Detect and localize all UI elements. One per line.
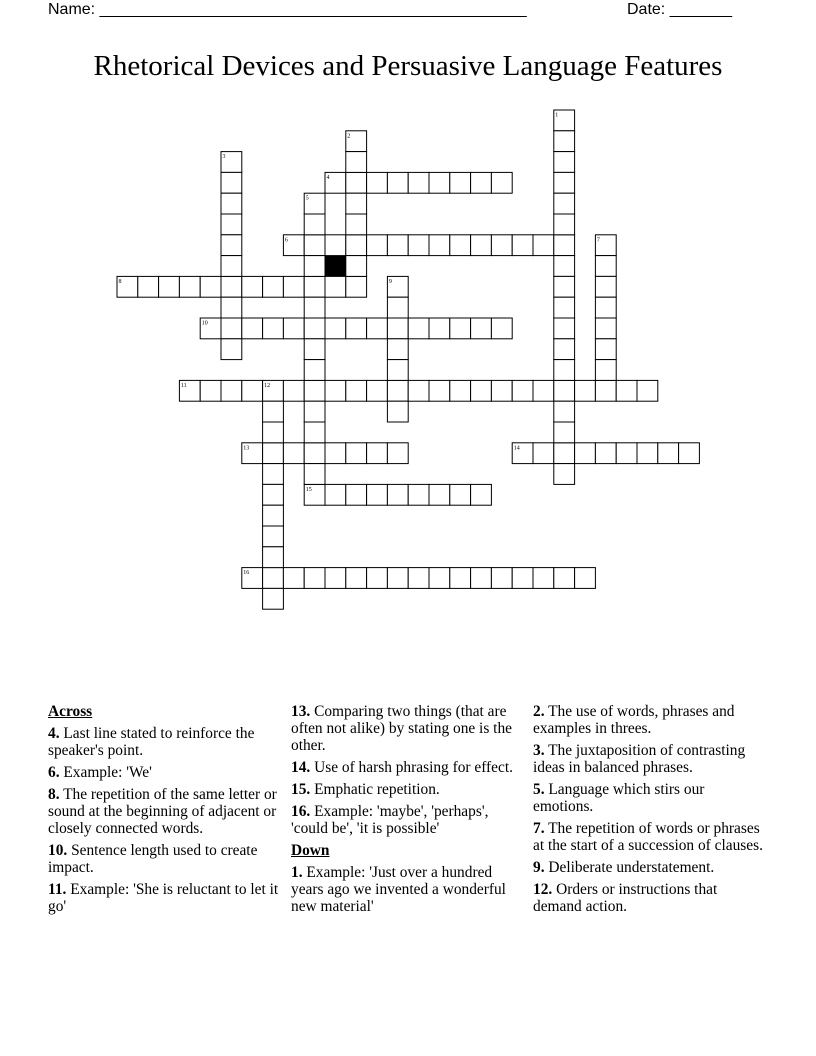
grid-cell[interactable] xyxy=(283,380,304,401)
clue-number: 4. xyxy=(48,725,60,742)
grid-cell[interactable] xyxy=(221,172,242,193)
grid-cell[interactable] xyxy=(554,464,575,485)
grid-cell[interactable] xyxy=(512,235,533,256)
clue-number: 13. xyxy=(291,703,311,720)
grid-cell[interactable] xyxy=(387,380,408,401)
grid-cell[interactable] xyxy=(408,318,429,339)
clues-column-1 xyxy=(48,703,280,920)
grid-cell[interactable] xyxy=(408,380,429,401)
grid-cell[interactable] xyxy=(263,547,284,568)
grid-cell[interactable] xyxy=(263,464,284,485)
grid-cell[interactable] xyxy=(263,568,284,589)
grid-cell[interactable] xyxy=(554,443,575,464)
grid-cell[interactable] xyxy=(325,276,346,297)
grid-cell[interactable] xyxy=(304,401,325,422)
grid-cell[interactable] xyxy=(595,339,616,360)
grid-cell[interactable] xyxy=(512,380,533,401)
across-clue-list-cont xyxy=(291,703,523,837)
name-field-label: Name: ________________________________________________ xyxy=(48,1,527,18)
across-clue-list xyxy=(48,725,280,915)
grid-cell[interactable] xyxy=(304,276,325,297)
clue-number: 12. xyxy=(533,881,553,898)
grid-cell[interactable] xyxy=(242,318,263,339)
clue-text: The juxtaposition of contrasting ideas in balanced phrases. xyxy=(533,742,746,776)
grid-cell[interactable] xyxy=(471,568,492,589)
grid-cell[interactable] xyxy=(263,276,284,297)
grid-cell[interactable] xyxy=(616,443,637,464)
clue-number: 7. xyxy=(533,820,545,837)
grid-cell[interactable] xyxy=(387,297,408,318)
grid-cell[interactable] xyxy=(200,380,221,401)
clues-column-2 xyxy=(291,703,523,920)
grid-clue-number-8: 8 xyxy=(118,278,122,285)
grid-cell[interactable] xyxy=(283,443,304,464)
grid-cell[interactable] xyxy=(595,380,616,401)
grid-cell[interactable] xyxy=(283,568,304,589)
grid-cell[interactable] xyxy=(304,297,325,318)
grid-cell[interactable] xyxy=(367,484,388,505)
grid-cell[interactable] xyxy=(387,235,408,256)
grid-cell[interactable] xyxy=(367,380,388,401)
grid-cell[interactable] xyxy=(491,568,512,589)
grid-cell[interactable] xyxy=(387,360,408,381)
clue-number: 8. xyxy=(48,786,60,803)
grid-cell[interactable] xyxy=(429,380,450,401)
grid-cell[interactable] xyxy=(554,297,575,318)
clue-across-clues-col2-1 xyxy=(291,759,523,776)
grid-cell[interactable] xyxy=(221,318,242,339)
grid-cell[interactable] xyxy=(595,276,616,297)
grid-cell[interactable] xyxy=(471,172,492,193)
grid-cell[interactable] xyxy=(387,401,408,422)
grid-cell[interactable] xyxy=(491,318,512,339)
grid-cell[interactable] xyxy=(221,276,242,297)
grid-cell[interactable] xyxy=(595,297,616,318)
grid-cell[interactable] xyxy=(304,380,325,401)
grid-cell[interactable] xyxy=(221,297,242,318)
grid-clue-number-14: 14 xyxy=(513,445,520,452)
clue-number: 2. xyxy=(533,703,545,720)
grid-cell[interactable] xyxy=(325,484,346,505)
grid-cell[interactable] xyxy=(554,568,575,589)
clue-text: Use of harsh phrasing for effect. xyxy=(310,759,513,776)
grid-cell[interactable] xyxy=(595,443,616,464)
down-clue-list-cont xyxy=(533,703,765,915)
grid-cell[interactable] xyxy=(533,443,554,464)
grid-cell[interactable] xyxy=(325,568,346,589)
grid-cell[interactable] xyxy=(242,380,263,401)
grid-cell[interactable] xyxy=(491,380,512,401)
grid-cell[interactable] xyxy=(533,568,554,589)
grid-cell[interactable] xyxy=(325,318,346,339)
grid-cell[interactable] xyxy=(637,443,658,464)
grid-cell[interactable] xyxy=(304,464,325,485)
grid-cell[interactable] xyxy=(387,568,408,589)
clue-across-clues-col1-4 xyxy=(48,881,280,915)
clue-down-clues-col3-1 xyxy=(533,742,765,776)
clue-text: Comparing two things (that are often not alike) by stating one is the other. xyxy=(291,703,512,754)
grid-cell[interactable] xyxy=(387,172,408,193)
grid-cell[interactable] xyxy=(679,443,700,464)
grid-cell[interactable] xyxy=(554,152,575,173)
grid-cell[interactable] xyxy=(346,214,367,235)
grid-cell[interactable] xyxy=(242,276,263,297)
grid-cell[interactable] xyxy=(554,256,575,277)
grid-cell[interactable] xyxy=(554,214,575,235)
grid-cell[interactable] xyxy=(429,318,450,339)
grid-black-cell xyxy=(325,256,346,277)
grid-cell[interactable] xyxy=(325,380,346,401)
grid-cell[interactable] xyxy=(367,318,388,339)
grid-cell[interactable] xyxy=(450,172,471,193)
grid-cell[interactable] xyxy=(450,484,471,505)
grid-clue-number-16: 16 xyxy=(243,570,250,577)
grid-cell[interactable] xyxy=(450,380,471,401)
grid-cell[interactable] xyxy=(304,235,325,256)
clue-text: The use of words, phrases and examples in threes. xyxy=(533,703,735,737)
grid-cell[interactable] xyxy=(387,443,408,464)
grid-cell[interactable] xyxy=(533,235,554,256)
grid-cell[interactable] xyxy=(429,568,450,589)
grid-cell[interactable] xyxy=(263,401,284,422)
clue-text: Deliberate understatement. xyxy=(544,859,715,876)
grid-cell[interactable] xyxy=(429,172,450,193)
clue-text: Language which stirs our emotions. xyxy=(533,781,705,815)
grid-cell[interactable] xyxy=(283,276,304,297)
grid-cell[interactable] xyxy=(346,568,367,589)
grid-cell[interactable] xyxy=(471,484,492,505)
grid-clue-number-7: 7 xyxy=(596,237,600,244)
grid-cell[interactable] xyxy=(263,588,284,609)
clue-text: Last line stated to reinforce the speaker's point. xyxy=(48,725,255,759)
grid-cell[interactable] xyxy=(554,172,575,193)
page-title: Rhetorical Devices and Persuasive Language Features xyxy=(93,50,723,82)
clue-across-clues-col2-0 xyxy=(291,703,523,754)
grid-cell[interactable] xyxy=(408,568,429,589)
grid-cell[interactable] xyxy=(491,235,512,256)
grid-cell[interactable] xyxy=(263,422,284,443)
grid-cell[interactable] xyxy=(221,235,242,256)
across-heading: Across xyxy=(48,703,93,720)
clue-down-clues-col3-3 xyxy=(533,820,765,854)
clue-across-clues-col1-2 xyxy=(48,786,280,837)
grid-cell[interactable] xyxy=(450,568,471,589)
grid-cell[interactable] xyxy=(346,276,367,297)
clue-text: Example: 'She is reluctant to let it go' xyxy=(48,881,279,915)
grid-clue-number-12: 12 xyxy=(264,382,271,389)
grid-clue-number-13: 13 xyxy=(243,445,250,452)
grid-clue-number-5: 5 xyxy=(305,195,309,202)
grid-cell[interactable] xyxy=(554,339,575,360)
grid-cell[interactable] xyxy=(575,568,596,589)
grid-cell[interactable] xyxy=(304,256,325,277)
clue-text: Sentence length used to create impact. xyxy=(48,842,258,876)
grid-cell[interactable] xyxy=(263,484,284,505)
grid-cell[interactable] xyxy=(595,318,616,339)
grid-cell[interactable] xyxy=(346,172,367,193)
grid-cell[interactable] xyxy=(138,276,159,297)
grid-cell[interactable] xyxy=(304,339,325,360)
clue-across-clues-col2-2 xyxy=(291,781,523,798)
grid-cell[interactable] xyxy=(554,380,575,401)
clue-down-clues-col3-0 xyxy=(533,703,765,737)
clues-column-3 xyxy=(533,703,765,920)
clue-text: Emphatic repetition. xyxy=(310,781,440,798)
clue-across-clues-col1-0 xyxy=(48,725,280,759)
grid-cell[interactable] xyxy=(554,360,575,381)
clue-number: 3. xyxy=(533,742,545,759)
grid-cell[interactable] xyxy=(346,256,367,277)
grid-cell[interactable] xyxy=(221,256,242,277)
grid-cell[interactable] xyxy=(304,568,325,589)
grid-cell[interactable] xyxy=(283,318,304,339)
grid-cell[interactable] xyxy=(367,568,388,589)
clue-text: The repetition of the same letter or sound at the beginning of adjacent or closely connected words. xyxy=(48,786,277,837)
grid-cell[interactable] xyxy=(221,214,242,235)
grid-cell[interactable] xyxy=(304,443,325,464)
grid-clue-number-11: 11 xyxy=(180,382,187,389)
clue-number: 9. xyxy=(533,859,545,876)
grid-cell[interactable] xyxy=(387,484,408,505)
grid-cell[interactable] xyxy=(595,256,616,277)
grid-cell[interactable] xyxy=(387,339,408,360)
grid-cell[interactable] xyxy=(325,235,346,256)
grid-cell[interactable] xyxy=(554,318,575,339)
grid-cell[interactable] xyxy=(346,443,367,464)
clue-number: 11. xyxy=(48,881,67,898)
grid-cell[interactable] xyxy=(429,484,450,505)
grid-cell[interactable] xyxy=(429,235,450,256)
grid-cell[interactable] xyxy=(263,443,284,464)
grid-cell[interactable] xyxy=(450,235,471,256)
grid-cell[interactable] xyxy=(554,131,575,152)
grid-cell[interactable] xyxy=(471,380,492,401)
grid-clue-number-1: 1 xyxy=(555,112,559,119)
grid-cell[interactable] xyxy=(408,172,429,193)
grid-cell[interactable] xyxy=(221,339,242,360)
clue-across-clues-col1-3 xyxy=(48,842,280,876)
date-field-label: Date: _______ xyxy=(627,1,732,18)
clue-text: The repetition of words or phrases at the start of a succession of clauses. xyxy=(533,820,763,854)
grid-cell[interactable] xyxy=(221,193,242,214)
clue-number: 16. xyxy=(291,803,311,820)
grid-cell[interactable] xyxy=(263,318,284,339)
grid-cell[interactable] xyxy=(471,318,492,339)
clue-number: 6. xyxy=(48,764,60,781)
grid-cell[interactable] xyxy=(263,505,284,526)
grid-cell[interactable] xyxy=(575,380,596,401)
grid-cell[interactable] xyxy=(346,484,367,505)
clue-number: 14. xyxy=(291,759,311,776)
grid-clue-number-10: 10 xyxy=(201,320,208,327)
down-clue-list xyxy=(291,864,523,915)
grid-cell[interactable] xyxy=(450,318,471,339)
grid-cell[interactable] xyxy=(221,380,242,401)
grid-cell[interactable] xyxy=(595,360,616,381)
grid-cell[interactable] xyxy=(575,443,596,464)
clue-text: Example: 'We' xyxy=(59,764,152,781)
clue-down-clues-col3-4 xyxy=(533,859,765,876)
grid-clue-number-15: 15 xyxy=(305,486,312,493)
grid-cell[interactable] xyxy=(512,568,533,589)
grid-cell[interactable] xyxy=(554,401,575,422)
grid-cell[interactable] xyxy=(325,443,346,464)
clue-text: Example: 'Just over a hundred years ago we invented a wonderful new material' xyxy=(291,864,506,915)
clue-down-clues-col2-0 xyxy=(291,864,523,915)
grid-cell[interactable] xyxy=(367,172,388,193)
grid-cell[interactable] xyxy=(408,235,429,256)
grid-cell[interactable] xyxy=(346,152,367,173)
clue-text: Example: 'maybe', 'perhaps', 'could be', 'it is possible' xyxy=(291,803,489,837)
clue-number: 5. xyxy=(533,781,545,798)
grid-cell[interactable] xyxy=(658,443,679,464)
grid-clue-number-6: 6 xyxy=(284,237,288,244)
clue-number: 15. xyxy=(291,781,311,798)
clue-text: Orders or instructions that demand action. xyxy=(533,881,718,915)
grid-cell[interactable] xyxy=(554,276,575,297)
grid-cell[interactable] xyxy=(179,276,200,297)
clue-across-clues-col2-3 xyxy=(291,803,523,837)
grid-clue-number-3: 3 xyxy=(222,154,226,161)
clue-down-clues-col3-2 xyxy=(533,781,765,815)
clue-number: 1. xyxy=(291,864,303,881)
grid-cell[interactable] xyxy=(637,380,658,401)
grid-cell[interactable] xyxy=(346,318,367,339)
grid-cell[interactable] xyxy=(304,318,325,339)
grid-cell[interactable] xyxy=(616,380,637,401)
grid-cell[interactable] xyxy=(387,318,408,339)
grid-cell[interactable] xyxy=(554,422,575,443)
grid-cell[interactable] xyxy=(554,193,575,214)
grid-cell[interactable] xyxy=(346,193,367,214)
grid-cell[interactable] xyxy=(263,526,284,547)
grid-cell[interactable] xyxy=(346,235,367,256)
grid-cell[interactable] xyxy=(346,380,367,401)
grid-cell[interactable] xyxy=(304,422,325,443)
grid-cell[interactable] xyxy=(200,276,221,297)
grid-cell[interactable] xyxy=(408,484,429,505)
grid-clue-number-2: 2 xyxy=(347,133,351,140)
grid-cell[interactable] xyxy=(491,172,512,193)
grid-cell[interactable] xyxy=(304,214,325,235)
grid-cell[interactable] xyxy=(367,443,388,464)
grid-cell[interactable] xyxy=(159,276,180,297)
grid-cell[interactable] xyxy=(554,235,575,256)
grid-clue-number-4: 4 xyxy=(326,174,330,181)
clue-across-clues-col1-1 xyxy=(48,764,280,781)
clue-number: 10. xyxy=(48,842,68,859)
grid-cell[interactable] xyxy=(471,235,492,256)
grid-cell[interactable] xyxy=(367,235,388,256)
grid-cell[interactable] xyxy=(533,380,554,401)
clue-down-clues-col3-5 xyxy=(533,881,765,915)
grid-cell[interactable] xyxy=(304,360,325,381)
grid-clue-number-9: 9 xyxy=(388,278,392,285)
down-heading: Down xyxy=(291,842,330,859)
